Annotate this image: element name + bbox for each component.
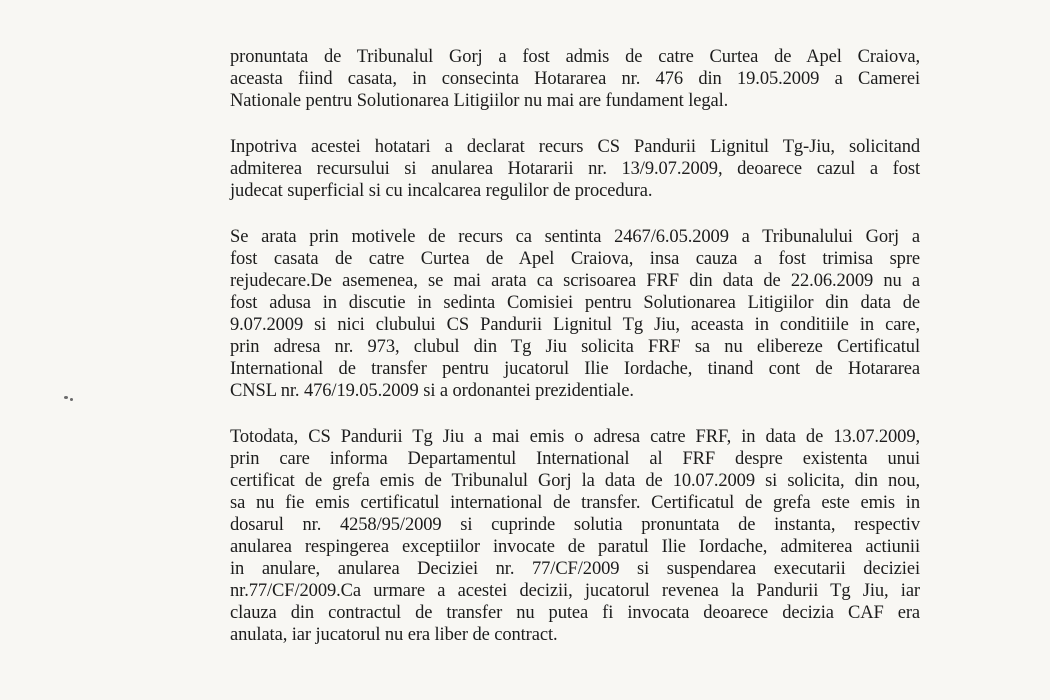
text-line: admiterea recursului si anularea Hotararii nr. 13/9.07.2009, deoarece cazul a fost — [230, 159, 920, 179]
text-line: judecat superficial si cu incalcarea regulilor de procedura. — [230, 181, 653, 201]
text-line: Inpotriva acestei hotatari a declarat recurs CS Pandurii Lignitul Tg-Jiu, solicitand — [230, 137, 920, 157]
text-line: 9.07.2009 si nici clubului CS Pandurii Lignitul Tg Jiu, aceasta in conditiile in care, — [230, 315, 920, 335]
text-line: clauza din contractul de transfer nu putea fi invocata deoarece decizia CAF era — [230, 603, 920, 623]
text-line: Se arata prin motivele de recurs ca sentinta 2467/6.05.2009 a Tribunalului Gorj a — [230, 227, 920, 247]
text-line: in anulare, anularea Deciziei nr. 77/CF/2009 si suspendarea executarii deciziei — [230, 559, 920, 579]
text-line: prin adresa nr. 973, clubul din Tg Jiu solicita FRF sa nu elibereze Certificatul — [230, 337, 920, 357]
text-line: prin care informa Departamentul International al FRF despre existenta unui — [230, 449, 920, 469]
scan-speck — [70, 398, 73, 401]
text-line: sa nu fie emis certificatul international de transfer. Certificatul de grefa este emis in — [230, 493, 920, 513]
text-line: Nationale pentru Solutionarea Litigiilor nu mai are fundament legal. — [230, 91, 729, 111]
text-line: rejudecare.De asemenea, se mai arata ca scrisoarea FRF din data de 22.06.2009 nu a — [230, 271, 920, 291]
text-line: aceasta fiind casata, in consecinta Hotararea nr. 476 din 19.05.2009 a Camerei — [230, 69, 920, 89]
text-line: anularea respingerea exceptiilor invocate de paratul Ilie Iordache, admiterea actiunii — [230, 537, 920, 557]
text-line: fost adusa in discutie in sedinta Comisiei pentru Solutionarea Litigiilor din data de — [230, 293, 920, 313]
document-body — [230, 46, 920, 670]
paragraph-4 — [230, 426, 920, 646]
text-line: CNSL nr. 476/19.05.2009 si a ordonantei prezidentiale. — [230, 381, 634, 401]
text-line: nr.77/CF/2009.Ca urmare a acestei decizii, jucatorul revenea la Pandurii Tg Jiu, iar — [230, 581, 920, 601]
text-line: dosarul nr. 4258/95/2009 si cuprinde solutia pronuntata de instanta, respectiv — [230, 515, 920, 535]
text-line: International de transfer pentru jucatorul Ilie Iordache, tinand cont de Hotararea — [230, 359, 920, 379]
text-line: pronuntata de Tribunalul Gorj a fost admis de catre Curtea de Apel Craiova, — [230, 47, 920, 67]
paragraph-3 — [230, 226, 920, 402]
text-line: Totodata, CS Pandurii Tg Jiu a mai emis o adresa catre FRF, in data de 13.07.2009, — [230, 427, 920, 447]
scan-speck — [64, 396, 68, 399]
text-line: certificat de grefa emis de Tribunalul Gorj la data de 10.07.2009 si solicita, din nou, — [230, 471, 920, 491]
paragraph-2 — [230, 136, 920, 202]
text-line: anulata, iar jucatorul nu era liber de contract. — [230, 625, 558, 645]
text-line: fost casata de catre Curtea de Apel Craiova, insa cauza a fost trimisa spre — [230, 249, 920, 269]
paragraph-1 — [230, 46, 920, 112]
